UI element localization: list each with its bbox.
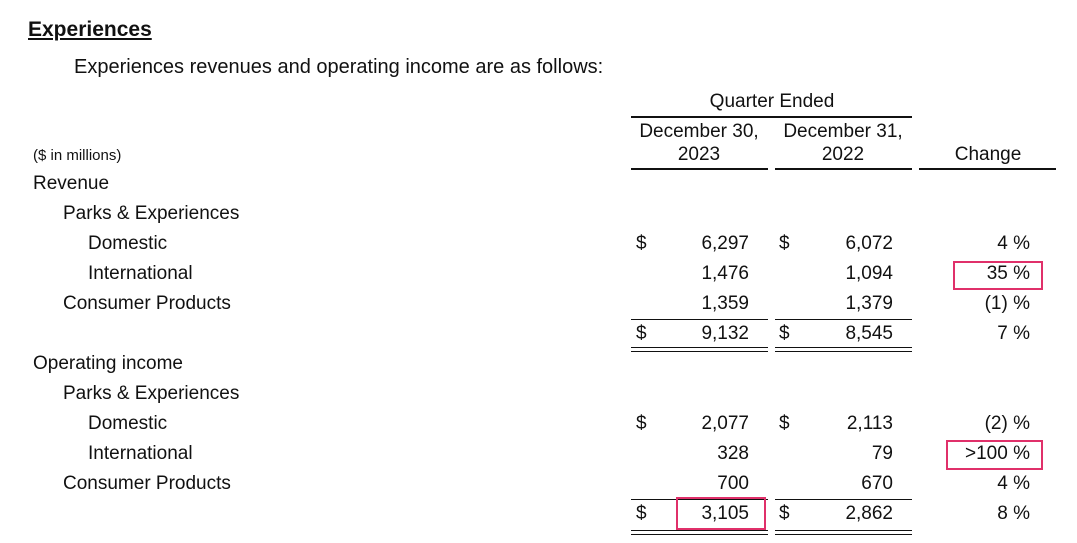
oi-total-double-rule-col2: [775, 530, 912, 535]
operating-income-section-label: Operating income: [33, 353, 183, 374]
revenue-total-2023: 9,132: [701, 323, 749, 344]
revenue-group-label: Parks & Experiences: [63, 203, 240, 224]
column-header-2023-line2: 2023: [677, 144, 721, 165]
highlight-box-oi-international-change: [946, 440, 1043, 470]
operating-income-value-2022: 2,113: [846, 413, 893, 434]
currency-symbol: $: [636, 323, 647, 344]
highlight-box-revenue-international-change: [953, 261, 1043, 290]
operating-income-value-2023: 700: [717, 473, 749, 494]
revenue-row-label: International: [88, 263, 193, 284]
header-rule-col1: [631, 168, 768, 170]
column-header-change: Change: [954, 144, 1022, 165]
operating-income-change: 4 %: [997, 473, 1030, 494]
column-header-2022-line2: 2022: [821, 144, 865, 165]
revenue-total-change: 7 %: [997, 323, 1030, 344]
oi-subtotal-rule-col2: [775, 499, 912, 500]
revenue-row-label: Consumer Products: [63, 293, 231, 314]
column-header-2022-line1: December 31,: [783, 121, 903, 142]
currency-symbol: $: [779, 323, 790, 344]
revenue-value-2023: 1,359: [701, 293, 749, 314]
currency-symbol: $: [779, 233, 790, 254]
oi-total-double-rule-col1: [631, 530, 768, 535]
highlight-box-oi-total-2023: [676, 497, 766, 530]
operating-income-row-label: Domestic: [88, 413, 168, 434]
operating-income-row-label: Consumer Products: [63, 473, 231, 494]
operating-income-value-2023: 2,077: [701, 413, 749, 434]
revenue-subtotal-rule-col2: [775, 319, 912, 320]
revenue-change: 4 %: [997, 233, 1030, 254]
operating-income-change: >100 %: [965, 443, 1030, 464]
revenue-section-label: Revenue: [33, 173, 110, 194]
revenue-value-2022: 6,072: [845, 233, 893, 254]
operating-income-total-2023: 3,105: [701, 503, 749, 524]
units-note: ($ in millions): [33, 147, 122, 164]
currency-symbol: $: [779, 413, 790, 434]
operating-income-total-change: 8 %: [997, 503, 1030, 524]
revenue-value-2023: 6,297: [701, 233, 749, 254]
revenue-total-double-rule-col2: [775, 347, 912, 352]
operating-income-row-label: International: [88, 443, 193, 464]
currency-symbol: $: [636, 503, 647, 524]
revenue-change: 35 %: [986, 263, 1030, 284]
header-rule-col3: [919, 168, 1056, 170]
operating-income-change: (2) %: [984, 413, 1030, 434]
currency-symbol: $: [636, 233, 647, 254]
intro-text: Experiences revenues and operating income are as follows:: [74, 56, 604, 78]
operating-income-value-2022: 79: [871, 443, 893, 464]
section-title: Experiences: [28, 18, 152, 41]
revenue-total-double-rule-col1: [631, 347, 768, 352]
operating-income-group-label: Parks & Experiences: [63, 383, 240, 404]
revenue-row-label: Domestic: [88, 233, 168, 254]
operating-income-value-2023: 328: [717, 443, 749, 464]
quarter-ended-header: Quarter Ended: [709, 91, 835, 112]
operating-income-total-2022: 2,862: [845, 503, 893, 524]
currency-symbol: $: [636, 413, 647, 434]
header-rule-col2: [775, 168, 912, 170]
revenue-subtotal-rule-col1: [631, 319, 768, 320]
currency-symbol: $: [779, 503, 790, 524]
revenue-change: (1) %: [984, 293, 1030, 314]
revenue-value-2023: 1,476: [701, 263, 749, 284]
revenue-total-2022: 8,545: [845, 323, 893, 344]
quarter-ended-rule: [631, 116, 912, 118]
revenue-value-2022: 1,094: [845, 263, 893, 284]
revenue-value-2022: 1,379: [845, 293, 893, 314]
column-header-2023-line1: December 30,: [639, 121, 759, 142]
operating-income-value-2022: 670: [861, 473, 893, 494]
